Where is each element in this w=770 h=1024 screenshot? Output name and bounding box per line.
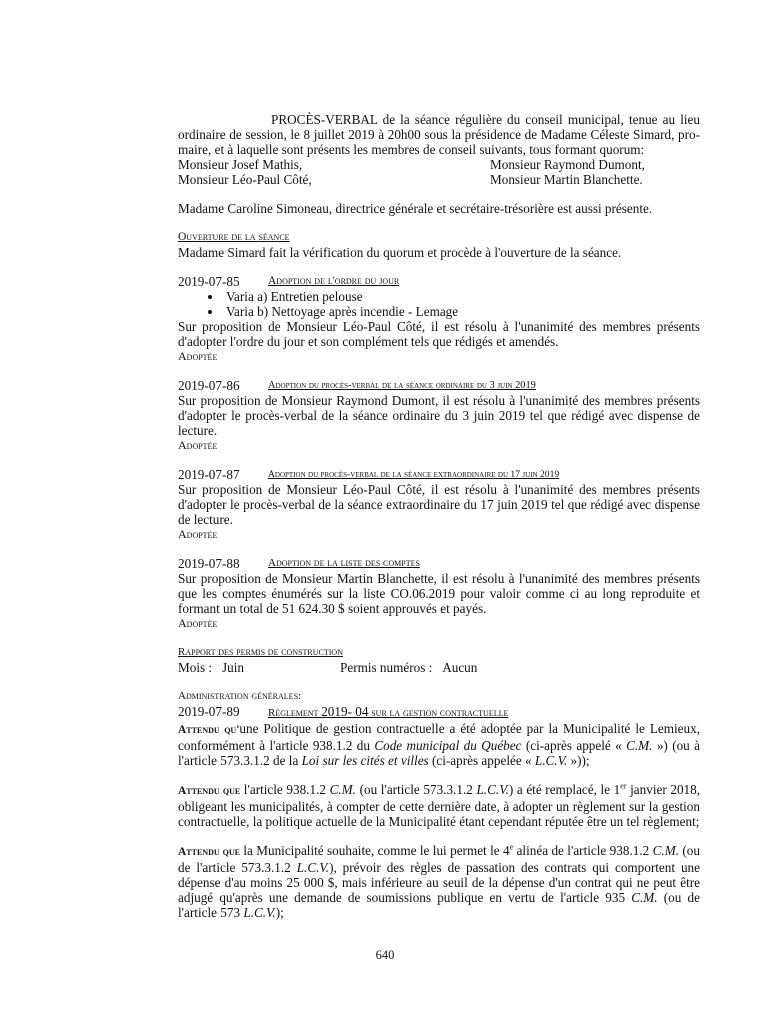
permis-label: Permis numéros : [340,660,433,675]
permis-value: Aucun [442,660,478,675]
permis-row [178,660,700,675]
resolution-header [178,704,700,721]
resolution-title: Adoption du procès-verbal de la séance extraordinaire du 17 juin 2019 [268,469,560,480]
resolution-title: Adoption de l'ordre du jour [268,275,400,287]
resolution-header [178,556,700,571]
resolution-header [178,378,700,393]
resolution-header [178,274,700,289]
attendu-paragraph-2: Attendu que l'article 938.1.2 C.M. (ou l'article 573.3.1.2 L.C.V.) a été remplacé, le 1er janvier 2018, obligeant les municipalités, à compter de cette dernière date, à adopter un règlement sur la gestion contractuelle, la politique actuelle de la Municipalité étant cependant réputée être un tel règlement; [178,781,701,829]
resolution-header [178,467,700,482]
director-paragraph: Madame Caroline Simoneau, directrice générale et secrétaire-trésorière est aussi présente. [178,201,653,216]
resolution-number: 2019-07-86 [178,378,240,393]
resolution-title: Adoption de la liste des comptes [268,557,420,569]
resolution-number: 2019-07-87 [178,467,240,482]
member-name: Monsieur Martin Blanchette. [490,172,643,187]
member-name: Monsieur Léo-Paul Côté, [178,172,312,187]
resolution-text: Sur proposition de Monsieur Léo-Paul Côté, il est résolu à l'unanimité des membres présents d'adopter l'ordre du jour et son complément tels que rédigés et amendés. [178,319,700,349]
resolution-title: Règlement 2019- 04 sur la gestion contractuelle [268,704,509,719]
adopted-label: Adoptée [178,527,218,541]
resolution-text: Sur proposition de Monsieur Raymond Dumont, il est résolu à l'unanimité des membres présents d'adopter le procès-verbal de la séance ordinaire du 3 juin 2019 tel que rédigé avec dispense de lecture. [178,393,700,438]
list-item: • Varia a) Entretien pelouse [223,289,700,304]
resolution-text: Sur proposition de Monsieur Martin Blanchette, il est résolu à l'unanimité des membres présents que les comptes énumérés sur la liste CO.06.2019 pour valoir comme ci au long reproduite et formant un total de 51 624.30 $ soient approuvés et payés. [178,571,700,616]
admin-title: Administration générales: [178,690,302,702]
resolution-number: 2019-07-88 [178,556,240,571]
mois-value: Juin [221,660,244,675]
member-name: Monsieur Raymond Dumont, [490,157,645,172]
member-name: Monsieur Josef Mathis, [178,157,303,172]
intro-paragraph: PROCÈS-VERBAL de la séance régulière du conseil municipal, tenue au lieu ordinaire de session, le 8 juillet 2019 à 20h00 sous la présidence de Madame Céleste Simard, pro-maire, et à laquelle sont présents les membres de conseil suivants, tous formant quorum: [178,112,700,157]
attendu-paragraph-1: Attendu qu'une Politique de gestion contractuelle a été adoptée par la Municipalité le Lemieux, conformément à l'article 938.1.2 du Code municipal du Québec (ci-après appelé « C.M. ») (ou à l'article 573.3.1.2 de la Loi sur les cités et villes (ci-après appelée « L.C.V. »)); [178,721,700,768]
page-number: 640 [375,948,395,962]
members-row-1 [178,157,700,172]
attendu-paragraph-3: Attendu que la Municipalité souhaite, comme le lui permet le 4e alinéa de l'article 938.1.2 C.M. (ou de l'article 573.3.1.2 L.C.V.), prévoir des règles de passation des contrats qui comportent une dépense d'au moins 25 000 $, mais inférieure au seuil de la dépense d'un contrat qui ne peut être adjugé qu'après une demande de soumissions publique en vertu de l'article 935 C.M. (ou de l'article 573 L.C.V.); [178,842,701,920]
adopted-label: Adoptée [178,438,218,452]
document-page [178,112,700,920]
resolution-number: 2019-07-89 [178,704,240,719]
permis-title: Rapport des permis de construction [178,646,343,658]
agenda-list [178,289,700,319]
ouverture-title: Ouverture de la séance [178,231,290,243]
mois-label: Mois : [178,660,213,675]
resolution-title: Adoption du procès-verbal de la séance ordinaire du 3 juin 2019 [268,380,536,391]
resolution-text: Sur proposition de Monsieur Léo-Paul Côté, il est résolu à l'unanimité des membres présents d'adopter le procès-verbal de la séance extraordinaire du 17 juin 2019 tel que rédigé avec dispense de lecture. [178,482,700,527]
members-row-2 [178,172,700,187]
adopted-label: Adoptée [178,349,218,363]
list-item: • Varia b) Nettoyage après incendie - Lemage [223,304,700,319]
adopted-label: Adoptée [178,616,218,630]
ouverture-text: Madame Simard fait la vérification du quorum et procède à l'ouverture de la séance. [178,245,622,260]
resolution-number: 2019-07-85 [178,274,240,289]
